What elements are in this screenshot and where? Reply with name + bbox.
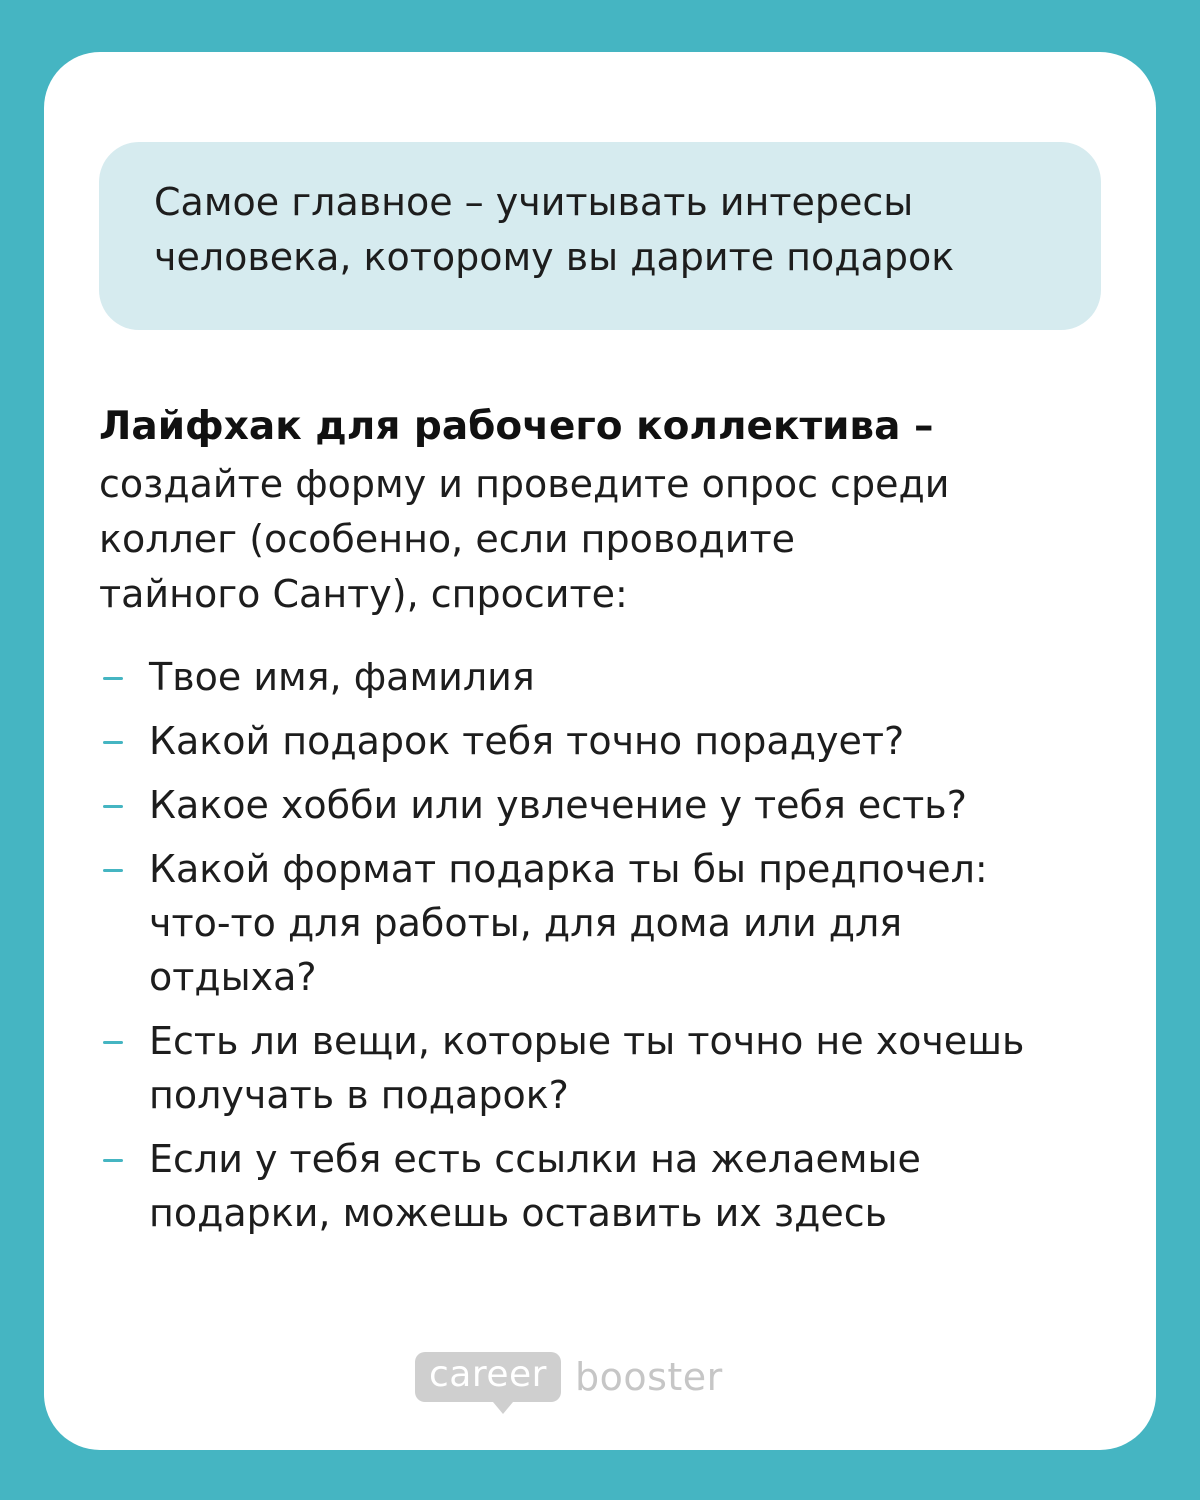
callout-line-1: Самое главное – учитывать интересы bbox=[154, 180, 914, 224]
question-line: что-то для работы, для дома или для bbox=[149, 901, 903, 945]
dash-bullet-icon bbox=[103, 1159, 123, 1162]
lifehack-body-line-3: тайного Санту), спросите: bbox=[99, 572, 628, 616]
question-line: Если у тебя есть ссылки на желаемые bbox=[149, 1137, 921, 1181]
dash-bullet-icon bbox=[103, 677, 123, 680]
lifehack-body-line-1: создайте форму и проведите опрос среди bbox=[99, 462, 950, 506]
list-item bbox=[99, 1014, 1109, 1122]
list-item bbox=[99, 778, 1109, 832]
list-item bbox=[99, 714, 1109, 768]
lifehack-section bbox=[99, 397, 1109, 622]
dash-bullet-icon bbox=[103, 869, 123, 872]
lifehack-body-line-2: коллег (особенно, если проводите bbox=[99, 517, 796, 561]
dash-bullet-icon bbox=[103, 805, 123, 808]
logo-booster-word: booster bbox=[574, 1355, 723, 1399]
callout-box bbox=[99, 142, 1101, 330]
question-line: Твое имя, фамилия bbox=[149, 655, 535, 699]
list-item bbox=[99, 842, 1109, 1004]
question-line: Какой подарок тебя точно порадует? bbox=[149, 719, 905, 763]
lifehack-title: Лайфхак для рабочего коллектива – bbox=[99, 404, 934, 449]
question-list bbox=[99, 650, 1109, 1250]
question-line: отдыха? bbox=[149, 955, 317, 999]
career-booster-logo bbox=[415, 1347, 723, 1407]
list-item bbox=[99, 650, 1109, 704]
dash-bullet-icon bbox=[103, 1041, 123, 1044]
question-line: Какой формат подарка ты бы предпочел: bbox=[149, 847, 988, 891]
question-line: Есть ли вещи, которые ты точно не хочешь bbox=[149, 1019, 1025, 1063]
question-line: Какое хобби или увлечение у тебя есть? bbox=[149, 783, 967, 827]
logo-career-badge: career bbox=[415, 1352, 561, 1402]
question-line: получать в подарок? bbox=[149, 1073, 569, 1117]
callout-line-2: человека, которому вы дарите подарок bbox=[154, 235, 955, 279]
question-line: подарки, можешь оставить их здесь bbox=[149, 1191, 888, 1235]
content-card bbox=[44, 52, 1156, 1450]
dash-bullet-icon bbox=[103, 741, 123, 744]
list-item bbox=[99, 1132, 1109, 1240]
